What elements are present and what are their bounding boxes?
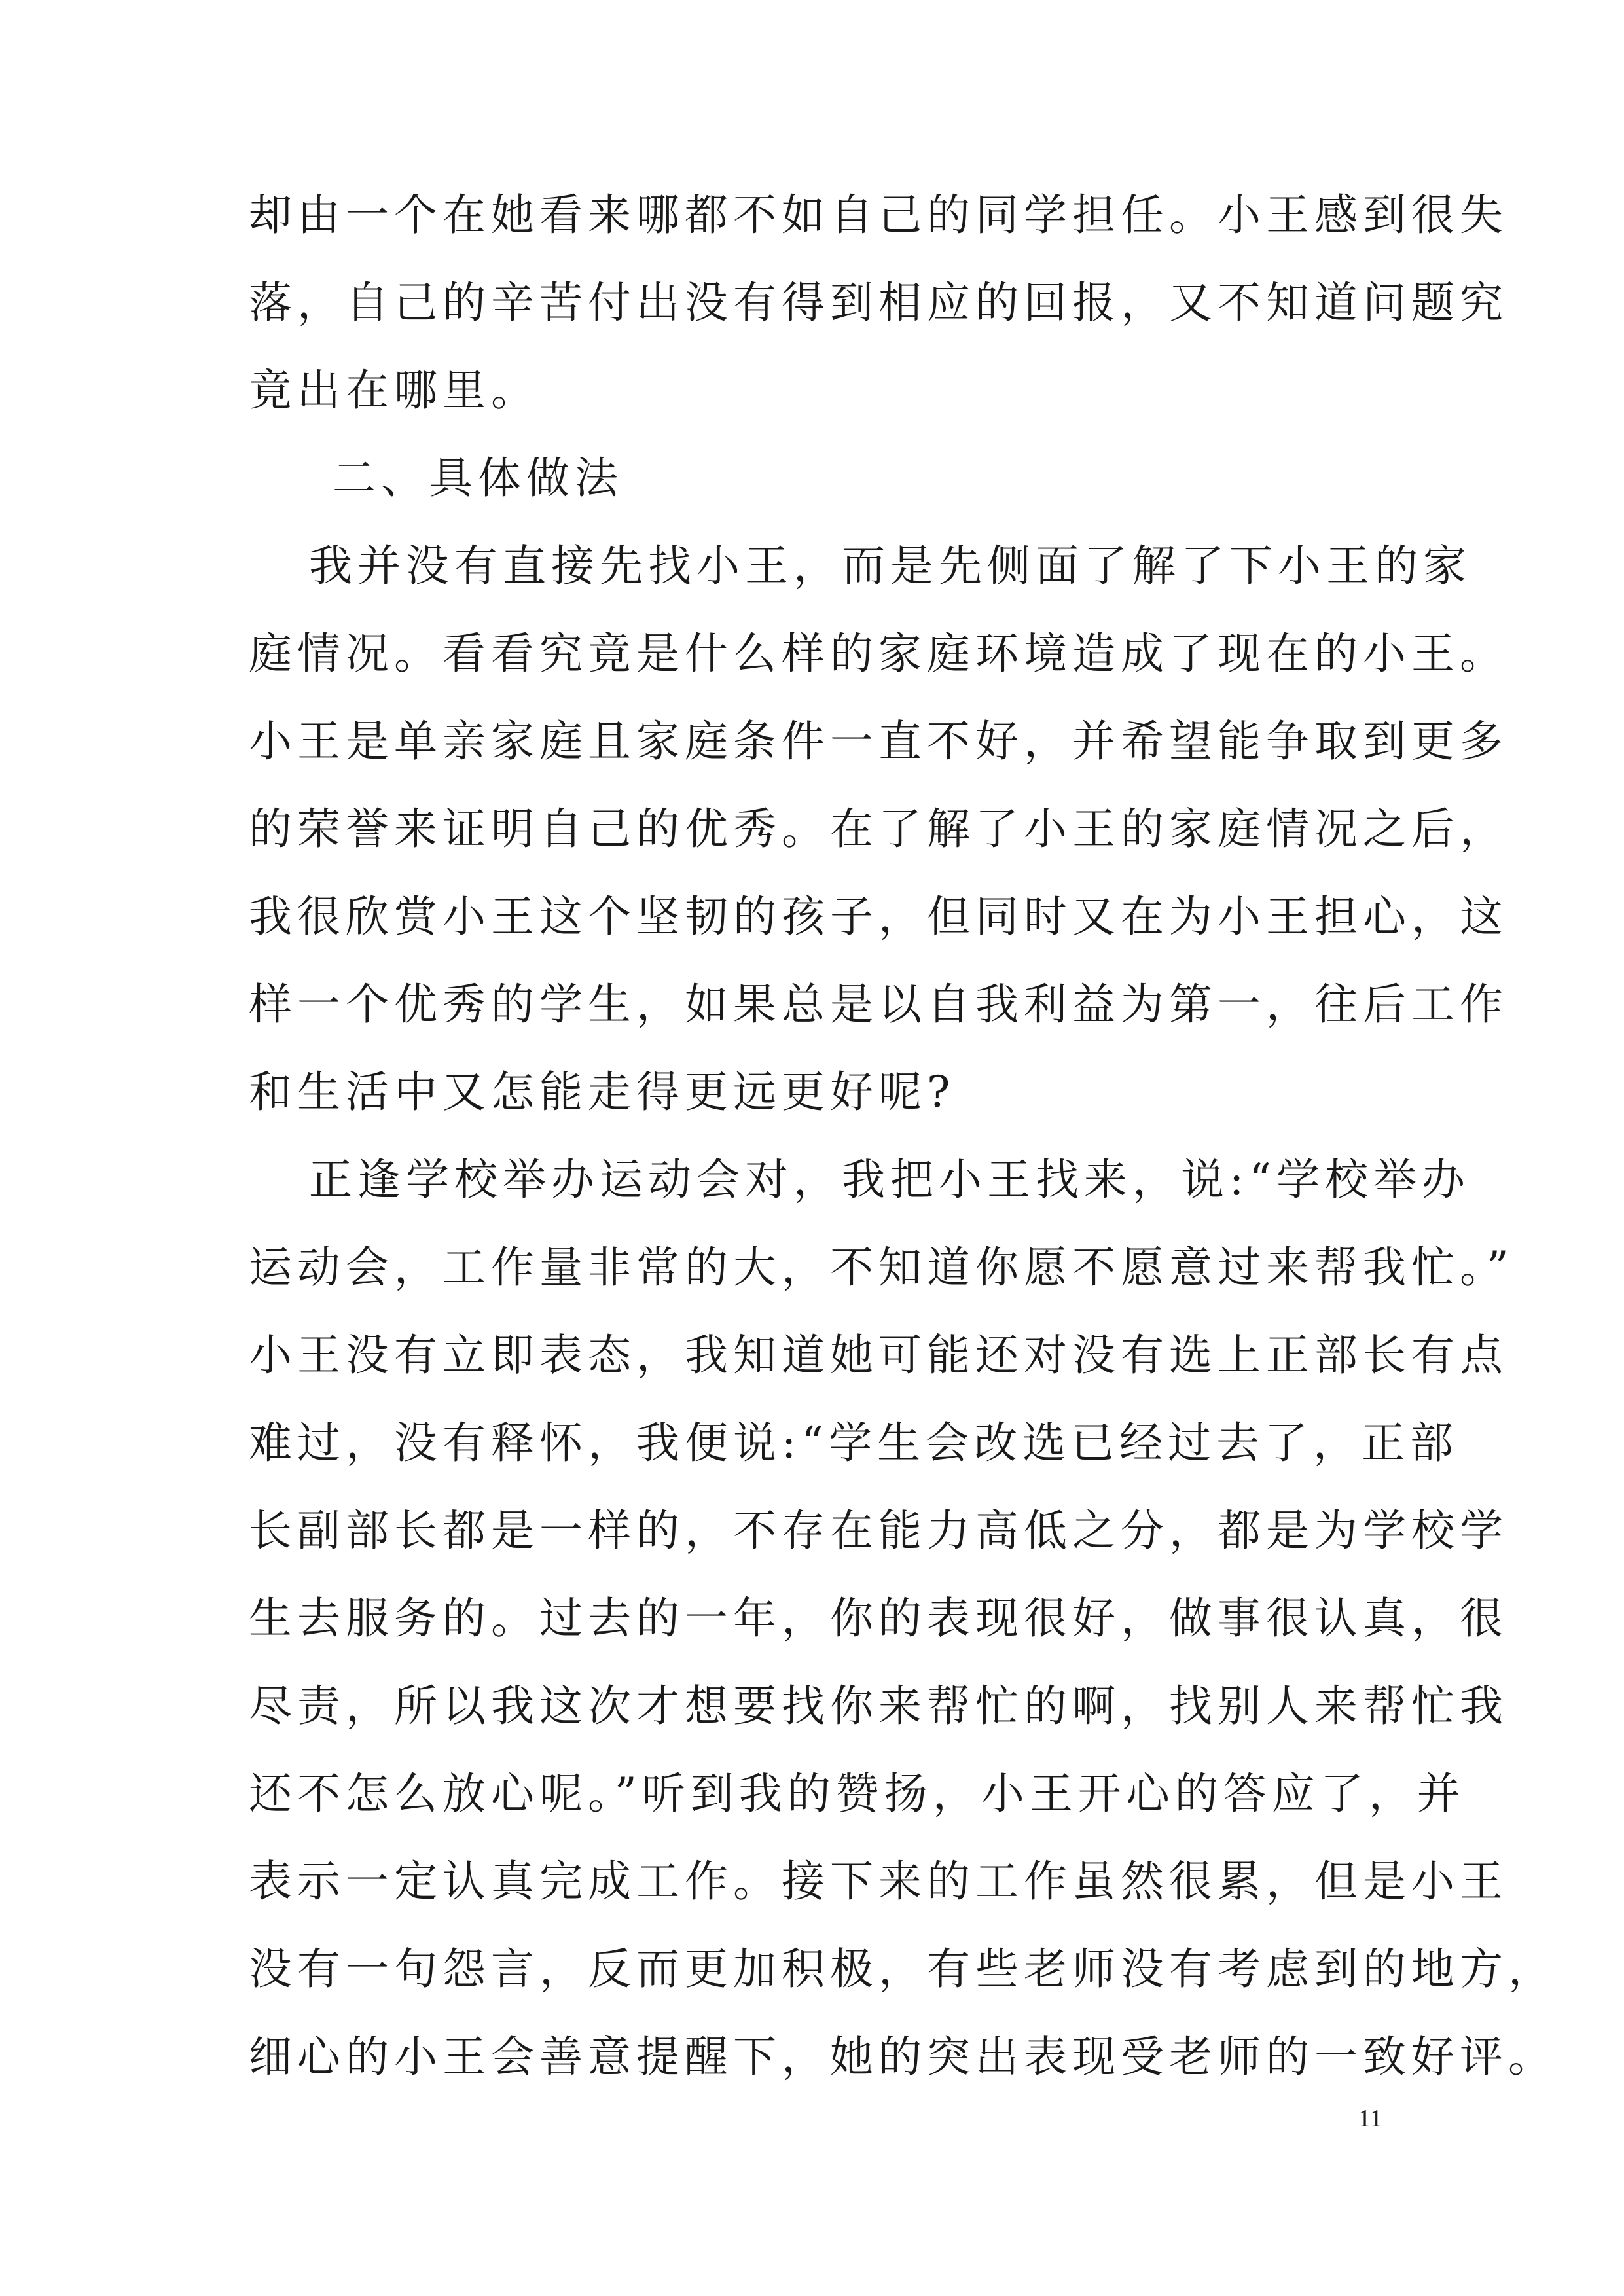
text-line: 的荣誉来证明自己的优秀。在了解了小王的家庭情况之后， xyxy=(249,804,1508,854)
paragraph-first-line: 我并没有直接先找小王，而是先侧面了解了下小王的家 xyxy=(309,541,1471,591)
text-line: 落，自己的辛苦付出没有得到相应的回报，又不知道问题究 xyxy=(249,278,1508,328)
text-line: 小王没有立即表态，我知道她可能还对没有选上正部长有点 xyxy=(249,1330,1508,1380)
text-line: 尽责，所以我这次才想要找你来帮忙的啊，找别人来帮忙我 xyxy=(249,1681,1508,1731)
text-line: 还不怎么放心呢。”听到我的赞扬，小王开心的答应了，并 xyxy=(249,1768,1466,1819)
text-line: 生去服务的。过去的一年，你的表现很好，做事很认真，很 xyxy=(249,1593,1508,1643)
text-line: 长副部长都是一样的，不存在能力高低之分，都是为学校学 xyxy=(249,1505,1508,1556)
text-line: 竟出在哪里。 xyxy=(249,365,539,416)
text-line: 小王是单亲家庭且家庭条件一直不好，并希望能争取到更多 xyxy=(249,716,1508,766)
text-line: 和生活中又怎能走得更远更好呢? xyxy=(249,1067,956,1117)
paragraph-first-line: 正逢学校举办运动会对，我把小王找来，说:“学校举办 xyxy=(309,1155,1470,1205)
text-line: 却由一个在她看来哪都不如自己的同学担任。小王感到很失 xyxy=(249,190,1508,240)
text-line: 运动会，工作量非常的大，不知道你愿不愿意过来帮我忙。” xyxy=(249,1242,1514,1293)
text-line: 难过，没有释怀，我便说:“学生会改选已经过去了，正部 xyxy=(249,1418,1458,1468)
text-line: 表示一定认真完成工作。接下来的工作虽然很累，但是小王 xyxy=(249,1856,1508,1907)
section-heading: 二、具体做法 xyxy=(333,453,623,503)
text-line: 细心的小王会善意提醒下，她的突出表现受老师的一致好评。 xyxy=(249,2032,1557,2082)
text-line: 我很欣赏小王这个坚韧的孩子，但同时又在为小王担心，这 xyxy=(249,891,1508,942)
page-number: 11 xyxy=(1358,2105,1382,2132)
text-line: 样一个优秀的学生，如果总是以自我利益为第一，往后工作 xyxy=(249,979,1508,1030)
text-line: 没有一句怨言，反而更加积极，有些老师没有考虑到的地方， xyxy=(249,1944,1557,1994)
text-line: 庭情况。看看究竟是什么样的家庭环境造成了现在的小王。 xyxy=(249,628,1508,679)
